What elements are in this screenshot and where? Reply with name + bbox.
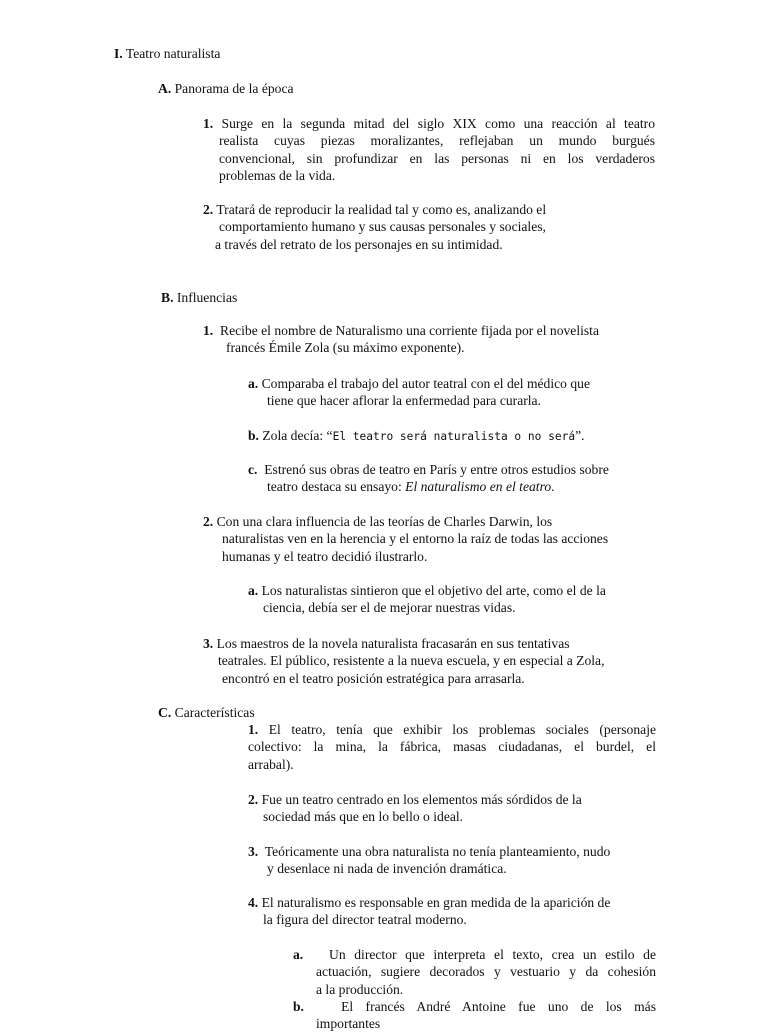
section-c-item-4-sub-b: b. El francés André Antoine fue uno de los más importantes bbox=[293, 999, 656, 1032]
section-b-item-1: 1. Recibe el nombre de Naturalismo una corriente fijada por el novelista francés Émile Zola (su máximo exponente). bbox=[203, 323, 599, 356]
section-b-heading: B. Influencias bbox=[161, 290, 238, 305]
section-b-item-3: 3. Los maestros de la novela naturalista fracasarán en sus tentativas teatrales. El público, resistente a la nueva escuela, y en especial a Zola, encontró en el teatro posición estratégica para arrasarla. bbox=[203, 636, 605, 686]
section-c-item-4: 4. El naturalismo es responsable en gran medida de la aparición de la figura del director teatral moderno. bbox=[248, 895, 611, 928]
section-c-item-3: 3. Teóricamente una obra naturalista no tenía planteamiento, nudo y desenlace ni nada de invención dramática. bbox=[248, 844, 611, 877]
zola-quote: El teatro será naturalista o no será bbox=[332, 430, 576, 443]
section-c-heading: C. Características bbox=[158, 705, 255, 720]
section-i-heading: I. Teatro naturalista bbox=[114, 46, 221, 61]
section-b-item-2: 2. Con una clara influencia de las teorías de Charles Darwin, los naturalistas ven en la herencia y el entorno la raíz de todas las acciones humanas y el teatro decidió ilustrarlo. bbox=[203, 514, 609, 564]
section-c-item-4-sub-a: a. Un director que interpreta el texto, crea un estilo de actuación, sugiere decorados y vestuario y da cohesión a la producción. bbox=[293, 947, 656, 997]
section-b-item-1-sub-b: b. Zola decía: “El teatro será naturalista o no será”. bbox=[248, 428, 585, 443]
section-b-item-1-sub-a: a. Comparaba el trabajo del autor teatral con el del médico que tiene que hacer aflorar la enfermedad para curarla. bbox=[248, 376, 590, 409]
essay-title: El naturalismo en el teatro bbox=[405, 479, 552, 495]
section-a-item-2: 2. Tratará de reproducir la realidad tal y como es, analizando el comportamiento humano y sus causas personales y sociales, a través del retrato de los personajes en su intimidad. bbox=[203, 202, 547, 252]
section-b-item-1-sub-c: c. Estrenó sus obras de teatro en París y entre otros estudios sobre teatro destaca su ensayo: El naturalismo en el teatro. bbox=[248, 462, 609, 495]
section-c-item-2: 2. Fue un teatro centrado en los elementos más sórdidos de la sociedad más que en lo bello o ideal. bbox=[248, 792, 582, 825]
section-b-item-2-sub-a: a. Los naturalistas sintieron que el objetivo del arte, como el de la ciencia, debía ser el de mejorar nuestras vidas. bbox=[248, 583, 606, 616]
section-c-item-1: 1. El teatro, tenía que exhibir los problemas sociales (personaje colectivo: la mina, la fábrica, masas ciudadanas, el burdel, el arrabal). bbox=[248, 722, 656, 772]
section-a-heading: A. Panorama de la época bbox=[158, 81, 294, 96]
section-a-item-1: 1. Surge en la segunda mitad del siglo XIX como una reacción al teatro realista cuyas piezas moralizantes, reflejaban un mundo burgués convencional, sin profundizar en las personas ni en los verdaderos problemas de la vida. bbox=[203, 116, 655, 184]
